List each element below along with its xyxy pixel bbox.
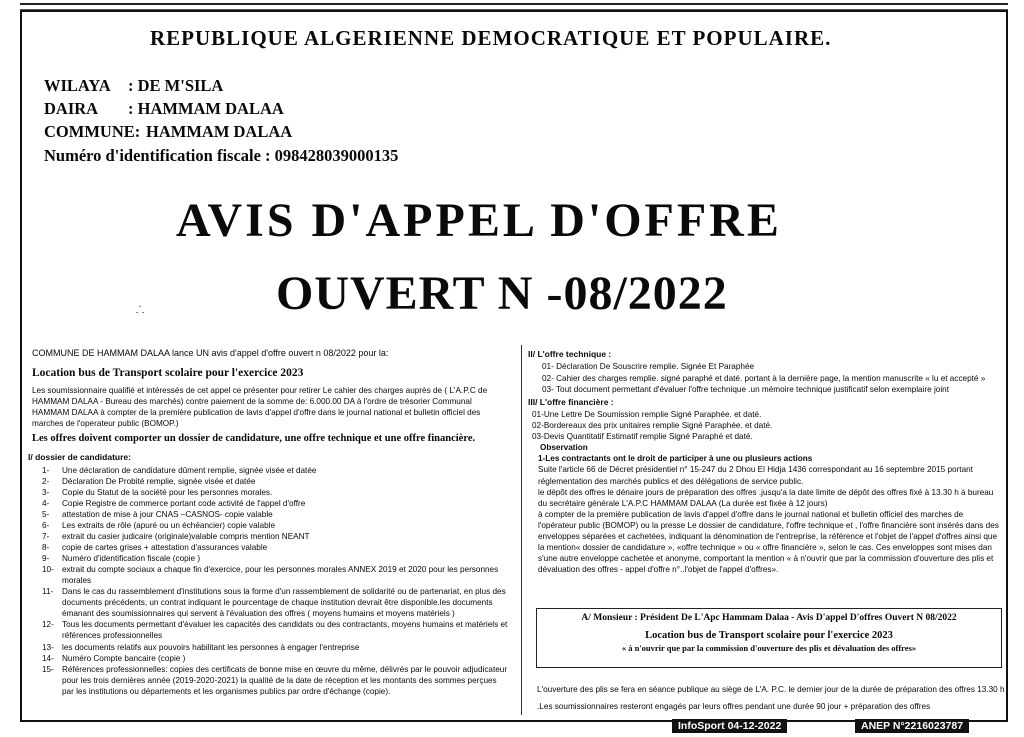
tech-item: 03- Tout document permettant d'évaluer l'offre technique .un mémoire technique justificatif selon exemplaire joint: [542, 384, 949, 394]
commune-line: [44, 122, 292, 142]
dossier-item-text: les documents relatifs aux pouvoirs habilitant les personnes à engager l'entreprise: [62, 642, 360, 652]
commune-value: HAMMAM DALAA: [146, 122, 293, 141]
fin-item: 01-Une Lettre De Soumission remplie Signé Paraphée. et daté.: [532, 410, 762, 420]
dossier-item-number: 14-: [42, 653, 54, 663]
wilaya-label: WILAYA: [44, 76, 111, 95]
intro-line: COMMUNE DE HAMMAM DALAA lance UN avis d'appel d'offre ouvert n 08/2022 pour la:: [32, 348, 389, 358]
dossier-item-text: Numéro d'identification fiscale (copie ): [62, 554, 201, 564]
daira-value: : HAMMAM DALAA: [128, 99, 284, 118]
left-column: [28, 347, 510, 697]
dossier-item-text: Numéro Compte bancaire (copie ): [62, 653, 186, 663]
location-subject: Location bus de Transport scolaire pour l'exercice 2023: [32, 367, 304, 380]
box-open-mention: « à n'ouvrir que par la commission d'ouverture des plis et dévaluation des offres»: [621, 643, 917, 653]
column-divider: [521, 345, 522, 715]
dossier-item: [32, 509, 510, 520]
wilaya-line: [44, 76, 223, 96]
envelope-address-box: [536, 608, 1002, 668]
address-line: A/ Monsieur : Président De L'Apc Hammam Dalaa - Avis D'appel D'offres Ouvert N 08/2022: [581, 613, 957, 623]
offers-requirement: Les offres doivent comporter un dossier de candidature, une offre technique et une offre financière.: [32, 432, 476, 444]
dossier-item-number: 7-: [42, 531, 50, 541]
dossier-item: [32, 465, 510, 476]
dossier-item-text: Déclaration De Probité remplie, signée visée et datée: [62, 476, 256, 486]
notice-number: OUVERT N -08/2022: [276, 267, 728, 320]
envelope-paragraph: à compter de la première publication de lavis d'appel d'offre dans le journal national et bulletin officiel des marches de l'opérateur public (BOMOP) ou la presse Le dossier de candidature, l'offre technique et , l'offre financière sont insérés dans des enveloppes séparées et cachetées, indiquant la dénomination de l'entreprise, la référence et l'objet de l'appel d'offres ainsi que la mention« dossier de candidature », «offre technique » ou « offre financière », selon le cas. Ces enveloppes sont mises dan s'une autre enveloppe cachetée et anonyme, comportant la mention « à n'ouvrir que par la commission d'ouverture des plis et dévaluation des offres - appel d'offre n°..l'objet de l'appel d'offres».: [538, 509, 999, 574]
dossier-item-text: Copie du Statut de la société pour les personnes morales.: [62, 487, 273, 497]
opening-line: L'ouverture des plis se fera en séance publique au siège de L'A. P.C. le dernier jour de la durée de préparation des offres 13.30 h: [537, 685, 1005, 694]
dossier-item-number: 3-: [42, 487, 50, 497]
dossier-item: [32, 476, 510, 487]
deposit-paragraph: le dépôt des offres le dénaire jours de préparation des offres .jusqu'a la date limite de dépôt des offres fixé à 13.30 h à bureau du secrétaire générale L'A.P.C HAMMAM DALAA (La durée est fixée à 12 jours): [538, 487, 994, 508]
dossier-item-text: Les extraits de rôle (apuré ou un échéancier) copie valable: [62, 520, 276, 530]
decree-paragraph: Suite l'article 66 de Décret présidentiel n° 15-247 du 2 Dhou El Hidja 1436 correspondant au 16 septembre 2015 portant réglementation des marchés publics et des délégations de service public.: [538, 465, 973, 486]
dossier-item-number: 5-: [42, 509, 50, 519]
dossier-item-text: extrait du compte sociaux a chaque fin d'exercice, pour les personnes morales ANNEX 2019 et 2020 pour les personnes morales: [62, 565, 499, 586]
fiscal-id: Numéro d'identification fiscale : 098428039000135: [44, 146, 399, 165]
dossier-item-number: 8-: [42, 542, 50, 552]
dossier-item-number: 2-: [42, 476, 50, 486]
dossier-item: [32, 664, 510, 697]
dossier-item-text: Copie Registre de commerce portant code activité de l'appel d'offre: [62, 498, 306, 508]
dossier-item-number: 4-: [42, 498, 50, 508]
dossier-item: [32, 553, 510, 564]
right-column: [528, 347, 1002, 575]
dossier-item-text: copie de cartes grises + attestation d'assurances valable: [62, 542, 268, 552]
validity-line: .Les soumissionnaires resteront engagés par leurs offres pendant une durée 90 jour + préparation des offres: [537, 702, 931, 711]
dossier-item-number: 13-: [42, 642, 54, 652]
financial-offer-title: III/ L'offre financière :: [528, 396, 614, 407]
dossier-item: [32, 487, 510, 498]
wilaya-value: : DE M'SILA: [128, 76, 224, 95]
dossier-item-text: Tous les documents permettant d'évaluer les capacités des candidats ou des contractants, moyens humains et matériels et références professionnelles: [62, 620, 508, 641]
fin-item: 03-Devis Quantitatif Estimatif remplie Signé Paraphé et daté.: [532, 432, 753, 442]
daira-label: DAIRA: [44, 99, 99, 118]
tech-item: 02- Cahier des charges remplie. signé paraphé et daté. portant à la dernière page, la mention manuscrite « lu et accepté »: [542, 373, 986, 383]
dossier-item-text: attestation de mise à jour CNAS –CASNOS- copie valable: [62, 509, 273, 519]
observation-1: 1-Les contractants ont le droit de participer à une ou plusieurs actions: [538, 454, 813, 464]
dossier-item: [32, 498, 510, 509]
dossier-item: [32, 653, 510, 664]
dossier-item: [32, 520, 510, 531]
dossier-item: [32, 586, 510, 619]
dossier-item: [32, 642, 510, 653]
technical-offer-title: II/ L'offre technique :: [528, 349, 612, 359]
notice-title: AVIS D'APPEL D'OFFRE: [176, 194, 782, 247]
dossier-item: [32, 619, 510, 641]
infosport-stamp: InfoSport 04-12-2022: [672, 719, 787, 733]
dossier-list: [32, 465, 510, 697]
dossier-item-text: extrait du casier judicaire (originale)valable compris mention NEANT: [62, 531, 310, 541]
intro-paragraph: Les soumissionnaire qualifié et intéressés de cet appel ce présenter pour retirer Le cahier des charges auprès de ( L'A.P.C de HAMMAM DALAA - Bureau des marchés) contre paiement de la somme de: 6.000.00 DA à l'ordre de trésorier Communal HAMMAM DALAA à compter de la première publication de lavis d'appel d'offre dans le journal national et bulletin officiel des marches de l'operateur public (BOMOP.): [32, 385, 488, 428]
dossier-item-number: 1-: [42, 465, 50, 475]
dossier-item-text: Une déclaration de candidature dûment remplie, signée visée et datée: [62, 465, 317, 475]
ink-speck: ⸫: [136, 305, 145, 316]
dossier-item-text: Dans le cas du rassemblement d'institutions sous la forme d'un rassemblement de solidarité ou de partenariat, en plus des documents précédents, un contrat indiquant le pourcentage de chaque institution devrait être disponible.les documents émanant des soumissionnaires qui servent à l'évaluation des offres ( moyens humains et moyens matériels ): [62, 587, 506, 619]
dossier-title: I/ dossier de candidature:: [28, 452, 131, 463]
top-rule: [20, 3, 1008, 10]
dossier-item-number: 10-: [42, 565, 54, 575]
dossier-item-number: 15-: [42, 664, 54, 674]
observation-title: Observation: [540, 443, 588, 453]
dossier-item-text: Références professionnelles: copies des certificats de bonne mise en œuvre du même, délivrés par le pouvoir adjudicateur pour les trois dernières année (2019-2020-2021) la qualité de la date de réception et les montants des sommes perçues par les institutions ou départements et les organismes publics par ordre d'échange (copie).: [62, 664, 508, 696]
dossier-item: [32, 564, 510, 586]
dossier-item: [32, 542, 510, 553]
daira-line: [44, 99, 284, 119]
dossier-item: [32, 531, 510, 542]
dossier-item-number: 12-: [42, 620, 54, 630]
box-location: Location bus de Transport scolaire pour l'exercice 2023: [645, 630, 893, 641]
anep-stamp: ANEP N°2216023787: [855, 719, 969, 733]
republic-heading: REPUBLIQUE ALGERIENNE DEMOCRATIQUE ET POPULAIRE.: [150, 26, 832, 50]
dossier-item-number: 6-: [42, 520, 50, 530]
commune-label: COMMUNE:: [44, 122, 141, 141]
tech-item: 01- Déclaration De Souscrire remplie. Signée Et Paraphée: [542, 362, 755, 372]
fin-item: 02-Bordereaux des prix unitaires remplie Signé Paraphée. et daté.: [532, 421, 773, 431]
dossier-item-number: 11-: [42, 587, 54, 597]
dossier-item-number: 9-: [42, 554, 50, 564]
